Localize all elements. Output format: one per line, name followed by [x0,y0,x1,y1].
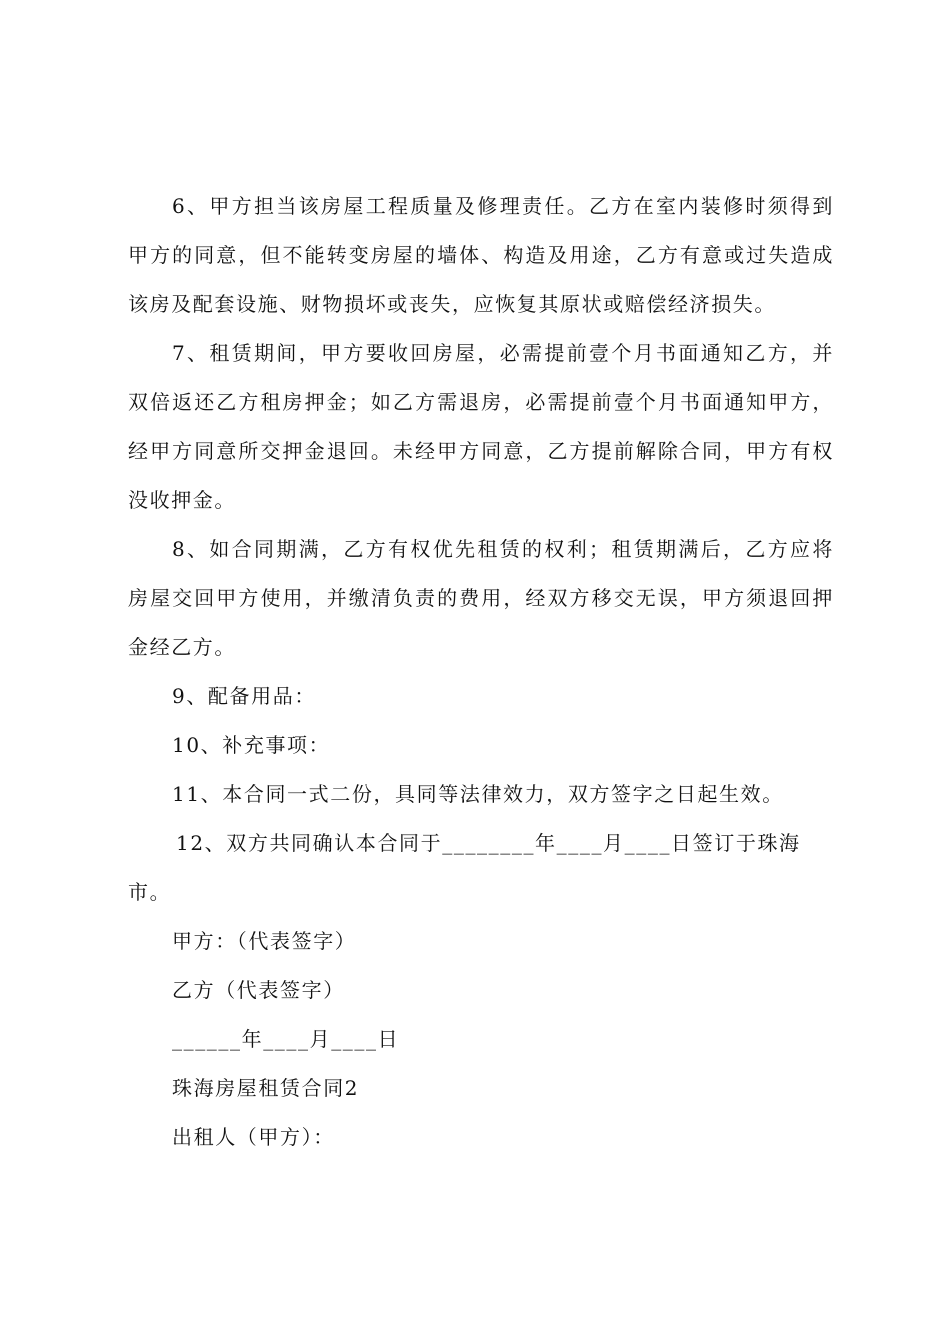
signature-date-line: ______年____月____日 [172,1027,400,1051]
document-body [128,182,834,1162]
clause-9: 9、配备用品： [172,684,316,708]
clause-12: 12、双方共同确认本合同于________年____月____日签订于珠海市。 [128,831,801,904]
next-contract-title: 珠海房屋租赁合同2 [172,1076,360,1100]
clause-8: 8、如合同期满，乙方有权优先租赁的权利；租赁期满后，乙方应将房屋交回甲方使用，并缴清负责的费用，经双方移交无误，甲方须退回押金经乙方。 [128,537,834,659]
clause-7: 7、租赁期间，甲方要收回房屋，必需提前壹个月书面通知乙方，并双倍返还乙方租房押金；如乙方需退房，必需提前壹个月书面通知甲方，经甲方同意所交押金退回。未经甲方同意，乙方提前解除合同，甲方有权没收押金。 [128,341,834,512]
signature-party-a: 甲方：（代表签字） [172,929,357,953]
clause-10: 10、补充事项： [172,733,331,757]
lessor-label: 出租人（甲方）： [172,1125,335,1149]
clause-11: 11、本合同一式二份，具同等法律效力，双方签字之日起生效。 [172,782,784,806]
clause-6: 6、甲方担当该房屋工程质量及修理责任。乙方在室内装修时须得到甲方的同意，但不能转变房屋的墙体、构造及用途，乙方有意或过失造成该房及配套设施、财物损坏或丧失，应恢复其原状或赔偿经济损失。 [128,194,834,316]
signature-party-b: 乙方（代表签字） [172,978,345,1002]
